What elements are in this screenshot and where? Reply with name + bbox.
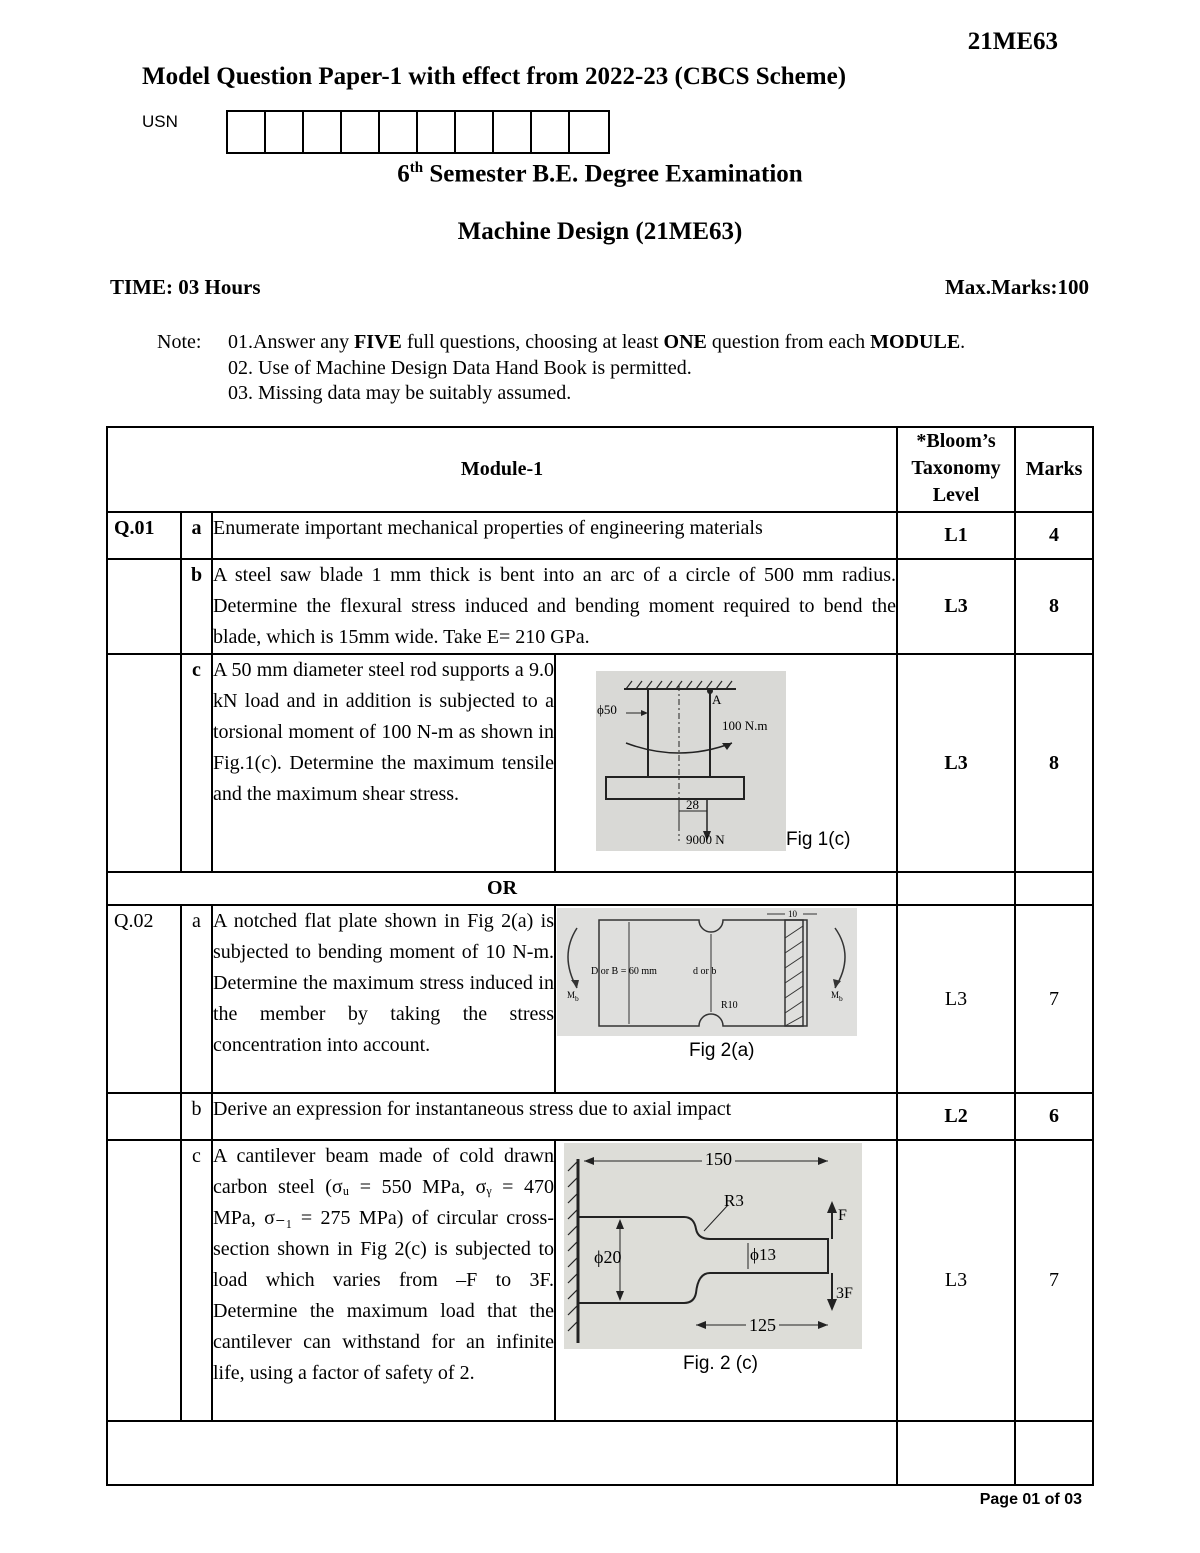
fig-label: ϕ13: [750, 1245, 776, 1264]
question-table: [106, 426, 1094, 1486]
fig-label: 9000 N: [686, 832, 725, 847]
max-marks: Max.Marks:100: [944, 275, 1089, 299]
fig-label: D or B = 60 mm: [591, 966, 657, 977]
sub-label: a: [181, 512, 212, 559]
fig-label: 100 N.m: [722, 718, 768, 733]
exam-time: TIME: 03 Hours: [110, 275, 261, 299]
bloom-level: L3: [897, 905, 1015, 1093]
note-line-3: 03. Missing data may be suitably assumed.: [228, 382, 572, 404]
figure-cell: [555, 905, 897, 1093]
usn-label: USN: [142, 112, 178, 131]
fig-label: 150: [702, 1149, 735, 1169]
figure-caption: Fig 2(a): [689, 1040, 755, 1061]
fig-label: 28: [686, 797, 699, 812]
sub-label: b: [181, 559, 212, 654]
table-row: [107, 905, 1093, 1093]
subject-code: 21ME63: [967, 28, 1058, 55]
note-line-1: 01.Answer any FIVE full questions, choosing at least ONE question from each MODULE.: [228, 331, 966, 353]
table-row: [107, 1140, 1093, 1421]
page-number: Page 01 of 03: [979, 1491, 1082, 1508]
bloom-level: L2: [897, 1093, 1015, 1140]
figure-cell: [555, 1140, 897, 1421]
question-text: A notched flat plate shown in Fig 2(a) is subjected to bending moment of 10 N-m. Determine the maximum stress induced in the member by taking the stress concentration into account.: [212, 905, 555, 1093]
fig-label: 3F: [836, 1285, 853, 1302]
marks: 4: [1015, 512, 1093, 559]
figure-caption: Fig 1(c): [786, 829, 851, 850]
question-text: A steel saw blade 1 mm thick is bent into an arc of a circle of 500 mm radius. Determine the flexural stress induced and bending moment required to bend the blade, which is 15mm wide. Take E= 210 GPa.: [212, 559, 897, 654]
fig-label: R10: [721, 1000, 738, 1011]
marks: 6: [1015, 1093, 1093, 1140]
sub-label: c: [181, 654, 212, 872]
note-line-2: 02. Use of Machine Design Data Hand Book is permitted.: [228, 357, 692, 379]
table-row: [107, 1093, 1093, 1140]
marks: 8: [1015, 654, 1093, 872]
figure-cell: [555, 654, 897, 872]
marks-header: Marks: [1015, 427, 1093, 512]
sub-label: c: [181, 1140, 212, 1421]
table-row: [107, 1421, 1093, 1485]
marks: 8: [1015, 559, 1093, 654]
fig-label: $M_b$: [567, 990, 579, 1003]
question-number: Q.02: [107, 905, 181, 1093]
figure-1c: [596, 671, 786, 851]
fig-label: 10: [788, 909, 797, 919]
note-label: Note:: [157, 331, 202, 353]
question-number: Q.01: [107, 512, 181, 559]
bloom-level: L3: [897, 559, 1015, 654]
fig-label: $M_b$: [831, 990, 843, 1003]
fig-label: ϕ50: [597, 702, 617, 717]
figure-caption: Fig. 2 (c): [683, 1353, 758, 1374]
or-separator: OR: [107, 872, 897, 905]
bloom-header: *Bloom’s Taxonomy Level: [897, 427, 1015, 512]
module-heading: Module-1: [107, 427, 897, 512]
table-row: [107, 654, 1093, 872]
paper-title: Model Question Paper-1 with effect from 2022-23 (CBCS Scheme): [142, 63, 847, 90]
fig-label: ϕ20: [594, 1247, 622, 1267]
question-text: A 50 mm diameter steel rod supports a 9.0 kN load and in addition is subjected to a torsional moment of 100 N-m as shown in Fig.1(c). Determine the maximum tensile and the maximum shear stress.: [212, 654, 555, 872]
sub-label: b: [181, 1093, 212, 1140]
table-row: [107, 512, 1093, 559]
semester-heading: 6th Semester B.E. Degree Examination: [397, 160, 803, 188]
marks: 7: [1015, 905, 1093, 1093]
fig-label: F: [838, 1207, 847, 1224]
question-text: A cantilever beam made of cold drawn carbon steel (σᵤ = 550 MPa, σᵧ = 470 MPa, σ₋₁ = 275 MPa) of circular cross-section shown in Fig 2(c) is subjected to load which varies from –F to 3F. Determine the maximum load that the cantilever can withstand for an infinite life, using a factor of safety of 2.: [212, 1140, 555, 1421]
question-text: Derive an expression for instantaneous stress due to axial impact: [212, 1093, 897, 1140]
bloom-level: L1: [897, 512, 1015, 559]
sub-label: a: [181, 905, 212, 1093]
marks: 7: [1015, 1140, 1093, 1421]
fig-label: A: [712, 692, 722, 707]
figure-2c: [564, 1143, 862, 1349]
fig-label: 125: [746, 1315, 779, 1335]
question-text: Enumerate important mechanical properties of engineering materials: [212, 512, 897, 559]
bloom-level: L3: [897, 654, 1015, 872]
table-row: [107, 559, 1093, 654]
figure-2a: [557, 908, 857, 1036]
usn-boxes[interactable]: [226, 110, 610, 154]
bloom-level: L3: [897, 1140, 1015, 1421]
fig-label: R3: [724, 1191, 744, 1210]
fig-label: d or b: [693, 966, 717, 977]
subject-heading: Machine Design (21ME63): [457, 218, 743, 245]
